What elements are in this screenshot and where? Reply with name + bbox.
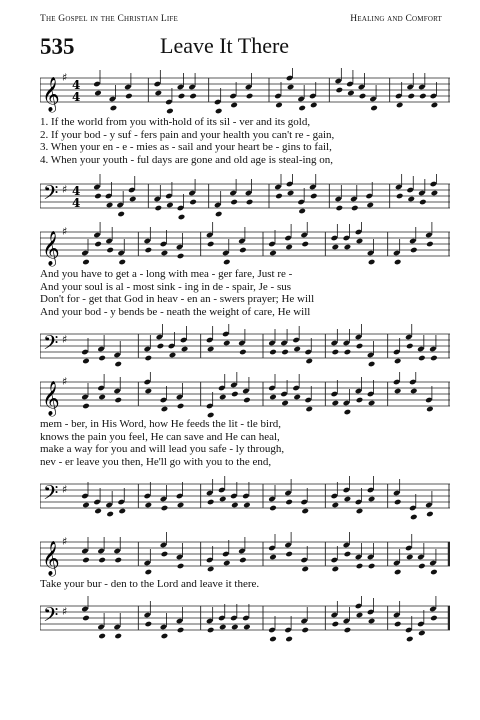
note-head <box>406 636 414 642</box>
note-head <box>368 259 376 266</box>
note-head <box>430 569 438 576</box>
note-head <box>368 400 376 407</box>
note-head <box>356 238 364 245</box>
hymn-number: 535 <box>40 34 75 59</box>
note-head <box>207 241 215 248</box>
note-head <box>356 563 364 570</box>
note-head <box>275 102 283 109</box>
note-head <box>243 397 251 404</box>
note-head <box>98 633 106 640</box>
sharp-icon: ♯ <box>62 71 68 84</box>
lyric-line-3: Don't for - get that God in heav - en an - swers prayer; He will <box>40 293 315 305</box>
note-head <box>293 346 301 353</box>
note-head <box>114 397 122 404</box>
note-head <box>219 624 227 631</box>
sharp-icon: ♯ <box>62 483 68 496</box>
note-head <box>269 505 277 512</box>
note-head <box>114 633 122 640</box>
note-head <box>145 502 153 509</box>
note-head <box>359 93 367 100</box>
note-head <box>394 569 402 576</box>
lyric-line-1: And you have to get a - long with mea - ger fare, Just re - <box>40 268 293 280</box>
note-head <box>161 505 169 512</box>
time-signature <box>72 78 80 104</box>
note-head <box>161 250 169 257</box>
lyric-line-3: make a way for you and will lead you safe - ly through, <box>40 443 285 455</box>
time-signature <box>72 184 80 210</box>
note-head <box>332 349 340 356</box>
note-head <box>161 633 169 640</box>
note-head <box>410 388 418 395</box>
note-head <box>145 355 153 362</box>
treble-staff <box>40 372 450 418</box>
note-head <box>82 358 90 365</box>
note-head <box>94 193 102 200</box>
note-head <box>344 349 352 356</box>
treble-clef-icon: 𝄞 <box>42 381 60 416</box>
note-head <box>301 241 309 248</box>
note-head <box>94 90 102 97</box>
note-head <box>207 627 215 634</box>
note-head <box>344 496 352 503</box>
note-head <box>269 349 277 356</box>
note-head <box>310 102 318 109</box>
note-head <box>177 627 185 634</box>
note-head <box>243 502 251 509</box>
note-head <box>189 93 197 100</box>
lyric-line-4: And your bod - y bends be - neath the weight of care, He will <box>40 305 311 318</box>
note-head <box>394 499 402 506</box>
note-head <box>301 566 309 573</box>
treble-staff <box>40 68 450 114</box>
note-head <box>145 621 153 628</box>
note-head <box>356 612 364 619</box>
note-head <box>82 259 90 266</box>
note-head <box>219 496 227 503</box>
treble-staff <box>40 222 450 268</box>
note-head <box>114 361 122 368</box>
note-head <box>418 355 426 362</box>
note-head <box>269 394 277 401</box>
note-head <box>332 400 340 407</box>
note-head <box>344 244 352 251</box>
note-head <box>426 241 434 248</box>
bass-staff <box>40 474 450 520</box>
svg-text:4: 4 <box>72 184 81 198</box>
bass-staff <box>40 324 450 370</box>
note-head <box>239 557 247 564</box>
sharp-icon: ♯ <box>62 225 68 238</box>
note-head <box>161 551 169 558</box>
note-head <box>166 202 174 209</box>
sharp-icon: ♯ <box>62 183 68 196</box>
lyric-line-2: And your soul is al - most sink - ing in de - spair, Je - sus <box>40 280 292 293</box>
note-head <box>285 499 293 506</box>
note-head <box>332 621 340 628</box>
note-head <box>207 499 215 506</box>
note-head <box>305 406 313 413</box>
note-head <box>106 511 114 518</box>
note-head <box>82 615 90 622</box>
note-head <box>177 253 185 260</box>
hymn-title: Leave It There <box>160 33 290 58</box>
note-head <box>219 394 227 401</box>
note-head <box>285 636 293 642</box>
note-head <box>223 259 231 266</box>
note-head <box>419 93 427 100</box>
svg-text:4: 4 <box>72 196 81 210</box>
note-head <box>356 508 364 515</box>
note-head <box>125 93 133 100</box>
note-head <box>118 259 126 266</box>
note-head <box>207 566 215 573</box>
lyric-line-3: 3. When your en - e - mies as - sail and your heart be - gins to fail, <box>40 141 332 153</box>
note-head <box>230 199 238 206</box>
sharp-icon: ♯ <box>62 535 68 548</box>
note-head <box>310 193 318 200</box>
note-head <box>269 554 277 561</box>
note-head <box>98 557 106 564</box>
note-head <box>106 247 114 254</box>
note-head <box>82 502 90 509</box>
note-head <box>396 102 404 109</box>
note-head <box>129 196 137 203</box>
note-head <box>231 624 239 631</box>
lyrics-block <box>40 116 450 166</box>
treble-clef-icon: 𝄞 <box>42 77 60 112</box>
note-head <box>281 349 289 356</box>
note-head <box>269 636 277 642</box>
note-head <box>223 560 231 567</box>
note-head <box>215 211 223 218</box>
note-head <box>410 247 418 254</box>
note-head <box>406 343 414 350</box>
note-head <box>181 346 189 353</box>
lyric-line-1: mem - ber, in His Word, how He feeds the lit - tle bird, <box>40 418 282 430</box>
note-head <box>246 199 254 206</box>
note-head <box>370 105 378 112</box>
note-head <box>178 214 186 220</box>
note-head <box>287 190 295 197</box>
note-head <box>166 108 174 114</box>
note-head <box>406 554 414 561</box>
note-head <box>110 105 118 112</box>
note-head <box>161 406 169 413</box>
note-head <box>230 102 238 109</box>
note-head <box>98 394 106 401</box>
note-head <box>285 551 293 558</box>
lyric-line-2: knows the pain you feel, He can save and He can heal, <box>40 430 280 443</box>
note-head <box>207 346 215 353</box>
note-head <box>332 502 340 509</box>
bass-clef-icon: 𝄢 <box>43 331 59 359</box>
sharp-icon: ♯ <box>62 333 68 346</box>
note-head <box>305 358 313 365</box>
note-head <box>336 87 344 94</box>
lyrics-block <box>40 418 450 468</box>
bass-clef-icon: 𝄢 <box>43 603 59 631</box>
note-head <box>243 624 251 631</box>
note-head <box>407 93 415 100</box>
note-head <box>298 208 306 215</box>
note-head <box>431 102 439 109</box>
note-head <box>106 202 114 209</box>
note-head <box>239 349 247 356</box>
note-head <box>394 621 402 628</box>
note-head <box>368 618 376 625</box>
note-head <box>177 403 185 410</box>
note-head <box>366 202 374 209</box>
note-head <box>410 514 418 520</box>
lyric-line-1: 1. If the world from you with-hold of its sil - ver and its gold, <box>40 116 311 128</box>
note-head <box>418 563 426 570</box>
note-head <box>431 190 439 197</box>
note-head <box>419 199 427 206</box>
note-head <box>332 244 340 251</box>
note-head <box>145 569 153 576</box>
bass-staff <box>40 174 450 220</box>
note-head <box>177 502 185 509</box>
treble-clef-icon: 𝄞 <box>42 541 60 576</box>
treble-clef-icon: 𝄞 <box>42 231 60 266</box>
note-head <box>298 105 306 112</box>
note-head <box>344 409 352 416</box>
note-head <box>356 397 364 404</box>
note-head <box>394 358 402 365</box>
note-head <box>169 352 177 359</box>
note-head <box>269 250 277 257</box>
note-head <box>344 627 352 634</box>
note-head <box>407 196 415 203</box>
note-head <box>430 615 438 622</box>
note-head <box>94 241 102 248</box>
lyrics-block <box>40 268 450 318</box>
note-head <box>155 205 163 212</box>
svg-text:4: 4 <box>72 78 81 92</box>
note-head <box>98 355 106 362</box>
lyrics-block <box>40 578 450 591</box>
note-head <box>145 247 153 254</box>
note-head <box>285 244 293 251</box>
note-head <box>332 566 340 573</box>
note-head <box>368 563 376 570</box>
note-head <box>356 343 364 350</box>
note-head <box>82 403 90 410</box>
note-head <box>368 361 376 368</box>
note-head <box>287 84 295 91</box>
note-head <box>301 627 309 634</box>
note-head <box>336 205 344 212</box>
note-head <box>231 502 239 509</box>
running-header-left: The Gospel in the Christian Life <box>40 14 178 24</box>
note-head <box>189 199 197 206</box>
note-head <box>157 343 165 350</box>
note-head <box>117 211 125 218</box>
lyric-line-1: Take your bur - den to the Lord and leave it there. <box>40 578 260 590</box>
lyric-line-4: nev - er leave you then, He'll go with you to the end, <box>40 455 272 468</box>
note-head <box>118 508 126 515</box>
bass-clef-icon: 𝄢 <box>43 181 59 209</box>
note-head <box>426 406 434 413</box>
sharp-icon: ♯ <box>62 375 68 388</box>
note-head <box>223 340 231 347</box>
lyric-line-2: 2. If your bod - y suf - fers pain and your health you can't re - gain, <box>40 128 335 141</box>
note-head <box>94 508 102 515</box>
sharp-icon: ♯ <box>62 605 68 618</box>
note-head <box>301 508 309 515</box>
note-head <box>293 394 301 401</box>
note-head <box>145 388 153 395</box>
bass-clef-icon: 𝄢 <box>43 481 59 509</box>
note-head <box>418 630 426 637</box>
lyric-line-4: 4. When your youth - ful days are gone and old age is steal-ing on, <box>40 153 334 166</box>
note-head <box>177 563 185 570</box>
running-header-right: Healing and Comfort <box>350 14 442 24</box>
note-head <box>178 93 186 100</box>
note-head <box>215 108 223 114</box>
note-head <box>347 90 355 97</box>
note-head <box>281 400 289 407</box>
note-head <box>246 93 254 100</box>
note-head <box>114 557 122 564</box>
note-head <box>231 391 239 398</box>
note-head <box>351 205 359 212</box>
note-head <box>394 388 402 395</box>
note-head <box>430 355 438 362</box>
svg-text:4: 4 <box>72 90 81 104</box>
note-head <box>82 557 90 564</box>
note-head <box>275 193 283 200</box>
note-head <box>239 247 247 254</box>
note-head <box>396 193 404 200</box>
note-head <box>368 496 376 503</box>
treble-staff <box>40 532 450 578</box>
note-head <box>155 90 163 97</box>
note-head <box>344 551 352 558</box>
bass-staff <box>40 596 450 642</box>
note-head <box>394 259 402 266</box>
note-head <box>426 511 434 518</box>
